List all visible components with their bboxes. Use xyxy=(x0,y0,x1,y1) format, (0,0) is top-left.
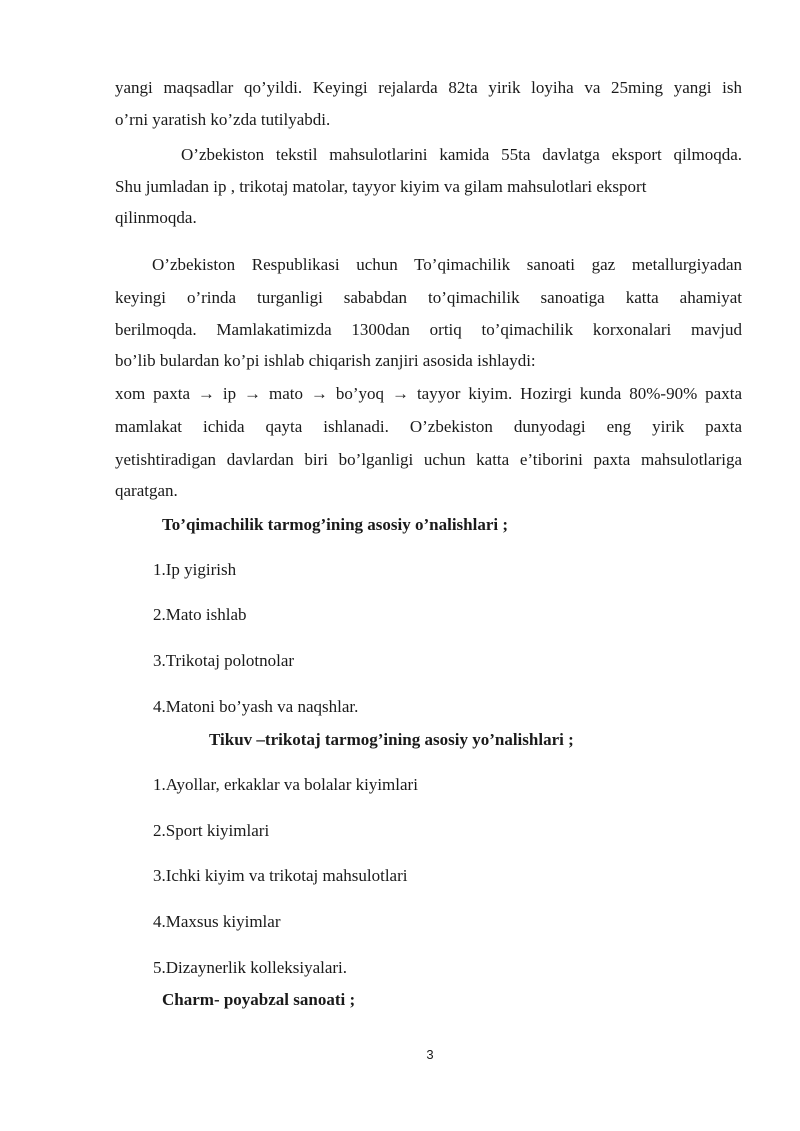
section-2-list-item: 5.Dizaynerlik kolleksiyalari. xyxy=(153,958,348,977)
paragraph-3-line-1: O’zbekiston Respublikasi uchun To’qimachilik sanoati gaz metallurgiyadan xyxy=(152,255,742,274)
section-2-list-item: 3.Ichki kiyim va trikotaj mahsulotlari xyxy=(153,866,408,885)
paragraph-1-line-1: yangi maqsadlar qo’yildi. Keyingi rejalarda 82ta yirik loyiha va 25ming yangi ish xyxy=(115,78,742,97)
section-1-list-item: 4.Matoni bo’yash va naqshlar. xyxy=(153,697,359,716)
paragraph-3-line-5: xom paxta → ip → mato → bo’yoq → tayyor kiyim. Hozirgi kunda 80%-90% paxta xyxy=(115,384,742,403)
section-1-list-item: 1.Ip yigirish xyxy=(153,560,237,579)
paragraph-3-line-6: mamlakat ichida qayta ishlanadi. O’zbekiston dunyodagi eng yirik paxta xyxy=(115,417,742,436)
paragraph-3-line-8: qaratgan. xyxy=(115,481,178,500)
section-2-list-item: 1.Ayollar, erkaklar va bolalar kiyimlari xyxy=(153,775,418,794)
paragraph-3-line-4: bo’lib bulardan ko’pi ishlab chiqarish zanjiri asosida ishlaydi: xyxy=(115,351,536,370)
paragraph-3-line-2: keyingi o’rinda turganligi sababdan to’qimachilik sanoatiga katta ahamiyat xyxy=(115,288,742,307)
section-heading-charm-poyabzal: Charm- poyabzal sanoati ; xyxy=(162,990,356,1009)
section-heading-toqimachilik: To’qimachilik tarmog’ining asosiy o’nalishlari ; xyxy=(162,515,509,534)
paragraph-2-line-3: qilinmoqda. xyxy=(115,208,197,227)
section-1-list-item: 2.Mato ishlab xyxy=(153,605,247,624)
section-2-list-item: 2.Sport kiyimlari xyxy=(153,821,270,840)
paragraph-2-line-2: Shu jumladan ip , trikotaj matolar, tayyor kiyim va gilam mahsulotlari eksport xyxy=(115,177,647,196)
section-heading-tikuv-trikotaj: Tikuv –trikotaj tarmog’ining asosiy yo’nalishlari ; xyxy=(209,730,574,749)
paragraph-2-line-1: O’zbekiston tekstil mahsulotlarini kamida 55ta davlatga eksport qilmoqda. xyxy=(181,145,742,164)
section-1-list-item: 3.Trikotaj polotnolar xyxy=(153,651,295,670)
page-number: 3 xyxy=(426,1047,434,1062)
paragraph-3-line-7: yetishtiradigan davlardan biri bo’lganligi uchun katta e’tiborini paxta mahsulotlariga xyxy=(115,450,742,469)
paragraph-1-line-2: o’rni yaratish ko’zda tutilyabdi. xyxy=(115,110,331,129)
paragraph-3-line-3: berilmoqda. Mamlakatimizda 1300dan ortiq to’qimachilik korxonalari mavjud xyxy=(115,320,742,339)
section-2-list-item: 4.Maxsus kiyimlar xyxy=(153,912,281,931)
